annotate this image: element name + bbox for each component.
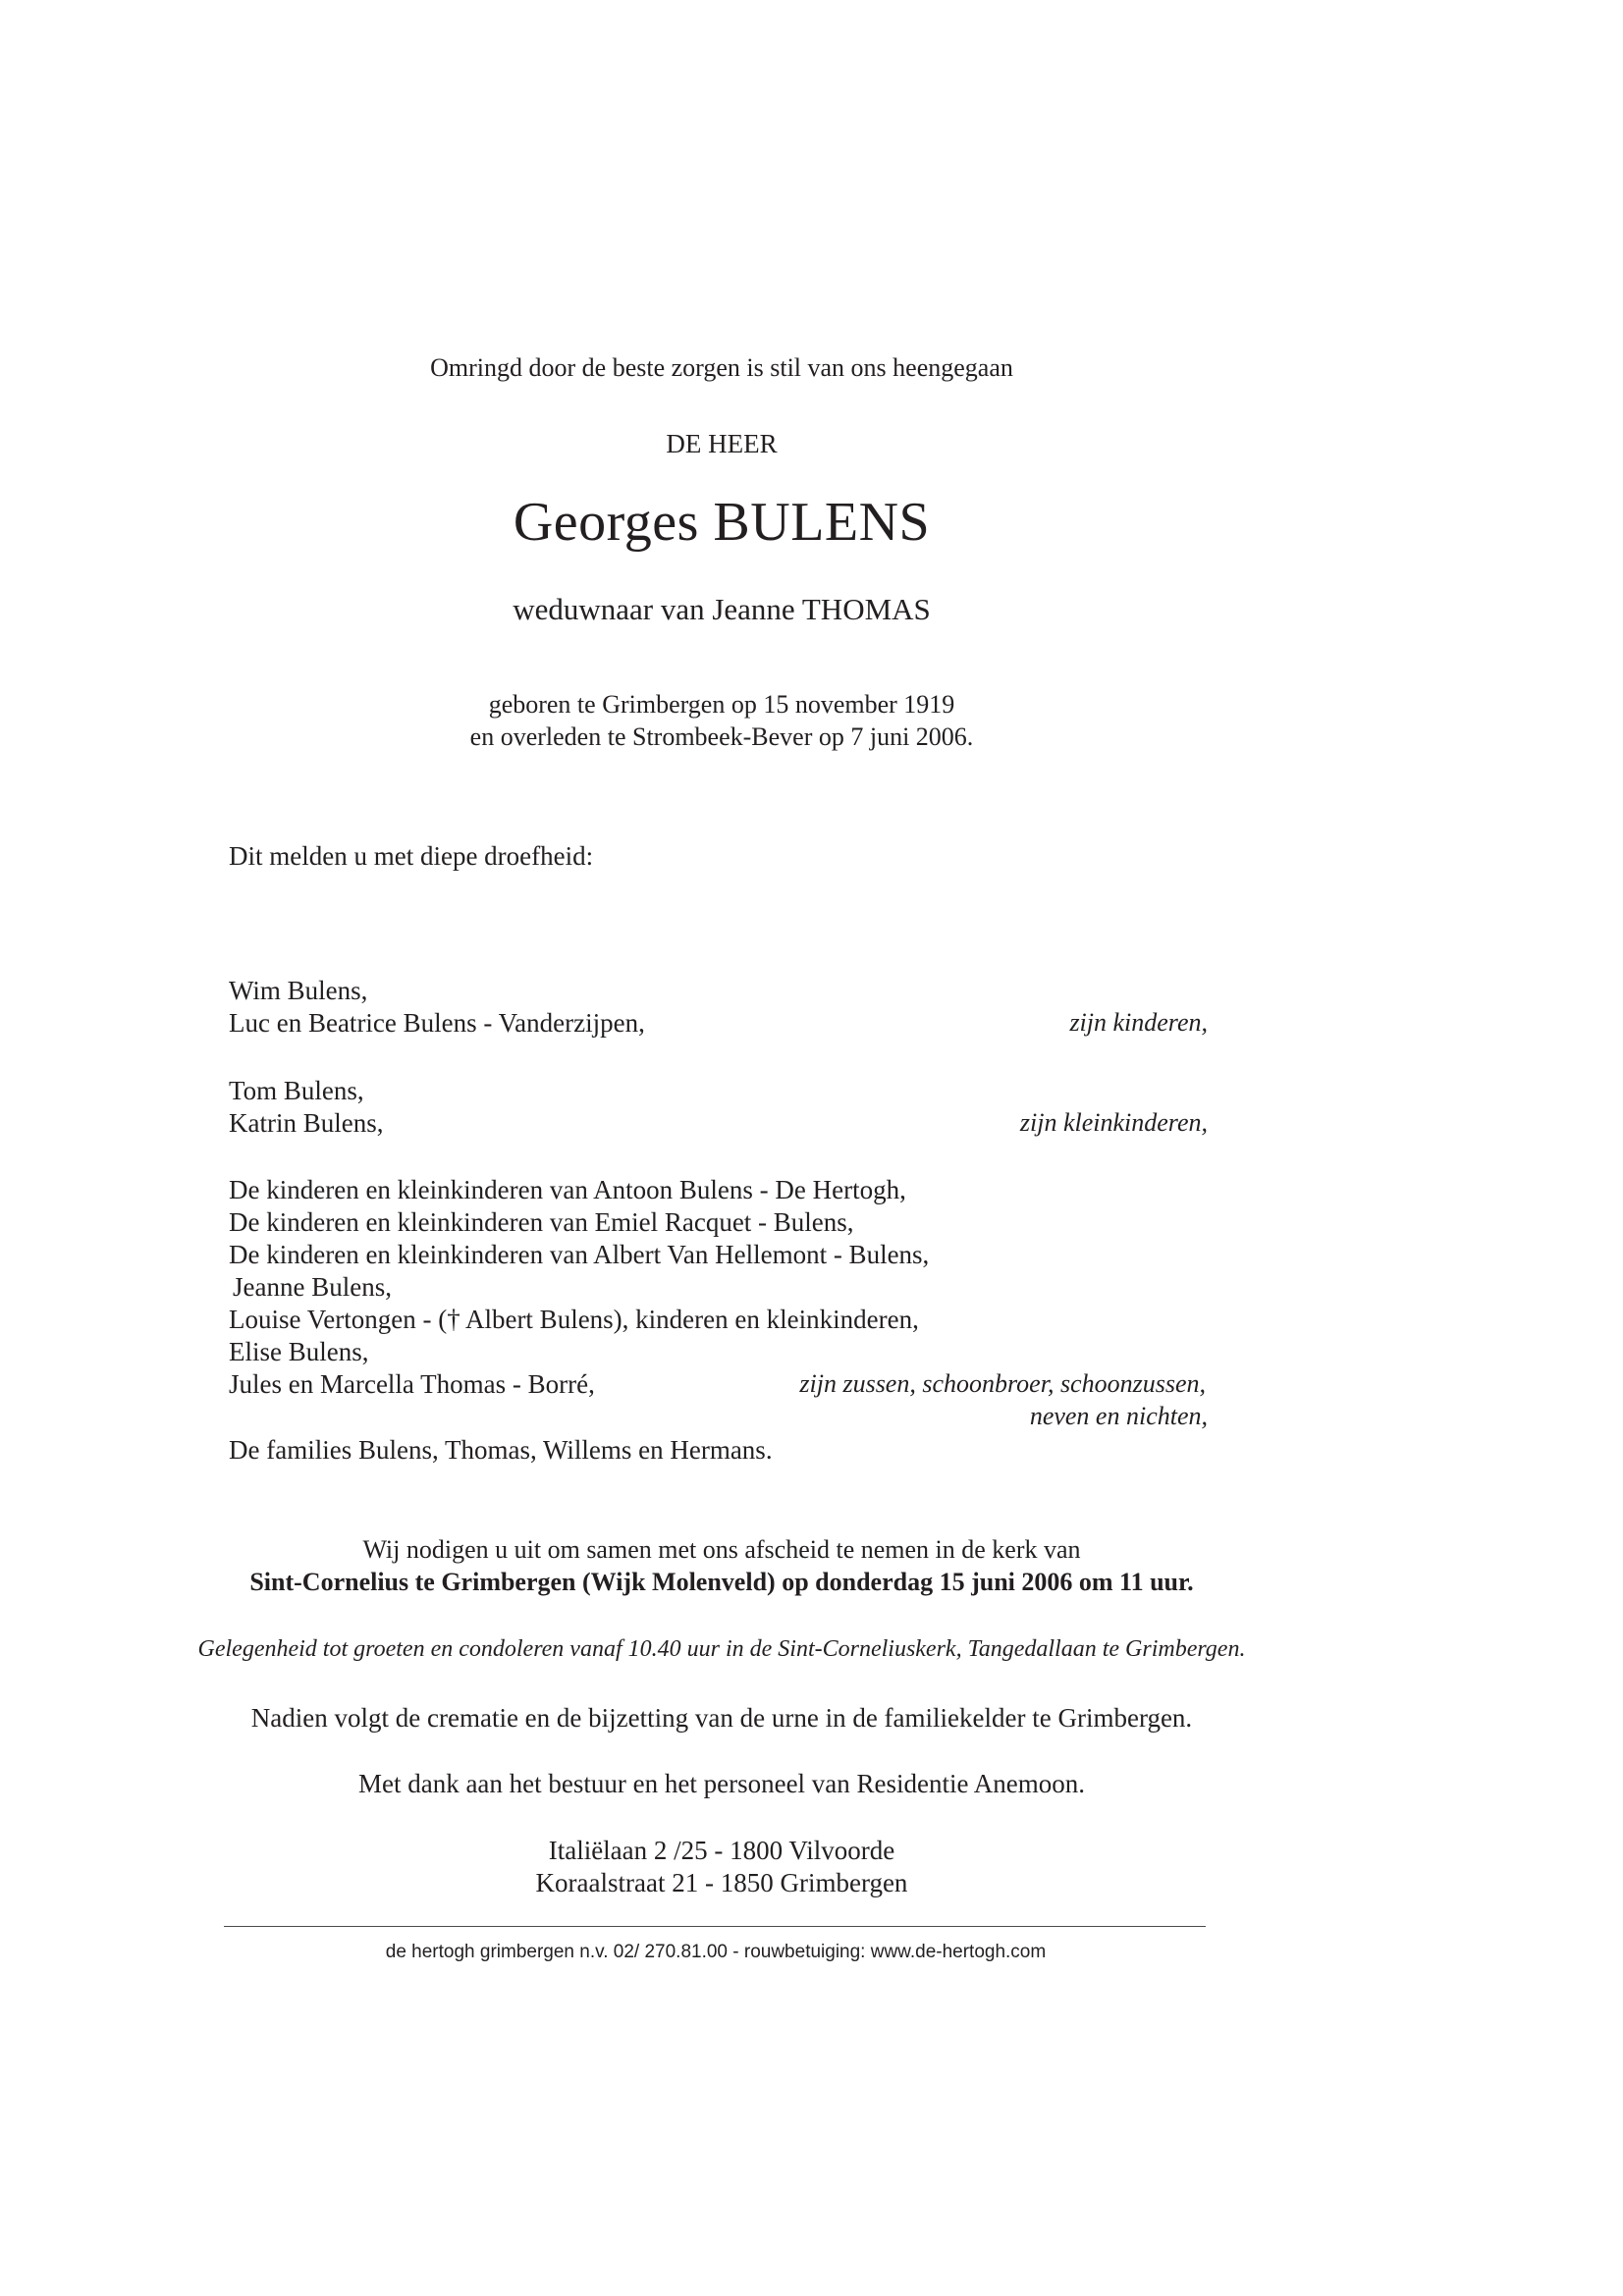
relative-name: Elise Bulens, (229, 1337, 369, 1366)
relative-name: De kinderen en kleinkinderen van Antoon Bulens - De Hertogh, (229, 1175, 906, 1204)
grandchildren-role: zijn kleinkinderen, (1019, 1108, 1208, 1137)
death-text: en overleden te Strombeek-Bever op 7 juni 2006. (469, 722, 974, 751)
child-name: Wim Bulens, (229, 976, 368, 1005)
birth-text: geboren te Grimbergen op 15 november 1919 (488, 690, 955, 719)
child-name: Luc en Beatrice Bulens - Vanderzijpen, (229, 1008, 645, 1038)
footer-divider (224, 1926, 1206, 1927)
grandchild-name: Katrin Bulens, (229, 1108, 384, 1138)
children-role: zijn kinderen, (1069, 1008, 1208, 1037)
relative-name: Louise Vertongen - († Albert Bulens), kinderen en kleinkinderen, (229, 1305, 919, 1334)
thanks-text: Met dank aan het bestuur en het personeel van Residentie Anemoon. (357, 1769, 1086, 1798)
relatives-role-line1: zijn zussen, schoonbroer, schoonzussen, (799, 1369, 1206, 1398)
families-text: De families Bulens, Thomas, Willems en Hermans. (229, 1435, 773, 1465)
title-text: DE HEER (666, 429, 778, 458)
address-line: Italiëlaan 2 /25 - 1800 Vilvoorde (548, 1836, 895, 1865)
relative-name: De kinderen en kleinkinderen van Emiel Racquet - Bulens, (229, 1207, 854, 1237)
invitation-line2: Sint-Cornelius te Grimbergen (Wijk Molenveld) op donderdag 15 juni 2006 om 11 uur. (249, 1568, 1194, 1596)
intro-text: Omringd door de beste zorgen is stil van ons heengegaan (430, 353, 1013, 382)
relative-name: Jules en Marcella Thomas - Borré, (229, 1369, 595, 1399)
cremation-text: Nadien volgt de crematie en de bijzetting van de urne in de familiekelder te Grimbergen. (250, 1703, 1193, 1733)
spouse-text: weduwnaar van Jeanne THOMAS (513, 592, 931, 626)
relatives-role-line2: neven en nichten, (1029, 1402, 1208, 1430)
deceased-name: Georges BULENS (513, 492, 931, 553)
announce-text: Dit melden u met diepe droefheid: (229, 841, 594, 871)
grandchild-name: Tom Bulens, (229, 1076, 364, 1105)
condolence-text: Gelegenheid tot groeten en condoleren vanaf 10.40 uur in de Sint-Corneliuskerk, Tangedallaan te Grimbergen. (197, 1636, 1246, 1662)
footer-text: de hertogh grimbergen n.v. 02/ 270.81.00 - rouwbetuiging: www.de-hertogh.com (385, 1942, 1047, 1962)
relative-name: De kinderen en kleinkinderen van Albert Van Hellemont - Bulens, (229, 1240, 930, 1269)
address-line: Koraalstraat 21 - 1850 Grimbergen (535, 1868, 908, 1897)
invitation-line1: Wij nodigen u uit om samen met ons afscheid te nemen in de kerk van (362, 1535, 1081, 1564)
relative-name: Jeanne Bulens, (233, 1272, 392, 1302)
